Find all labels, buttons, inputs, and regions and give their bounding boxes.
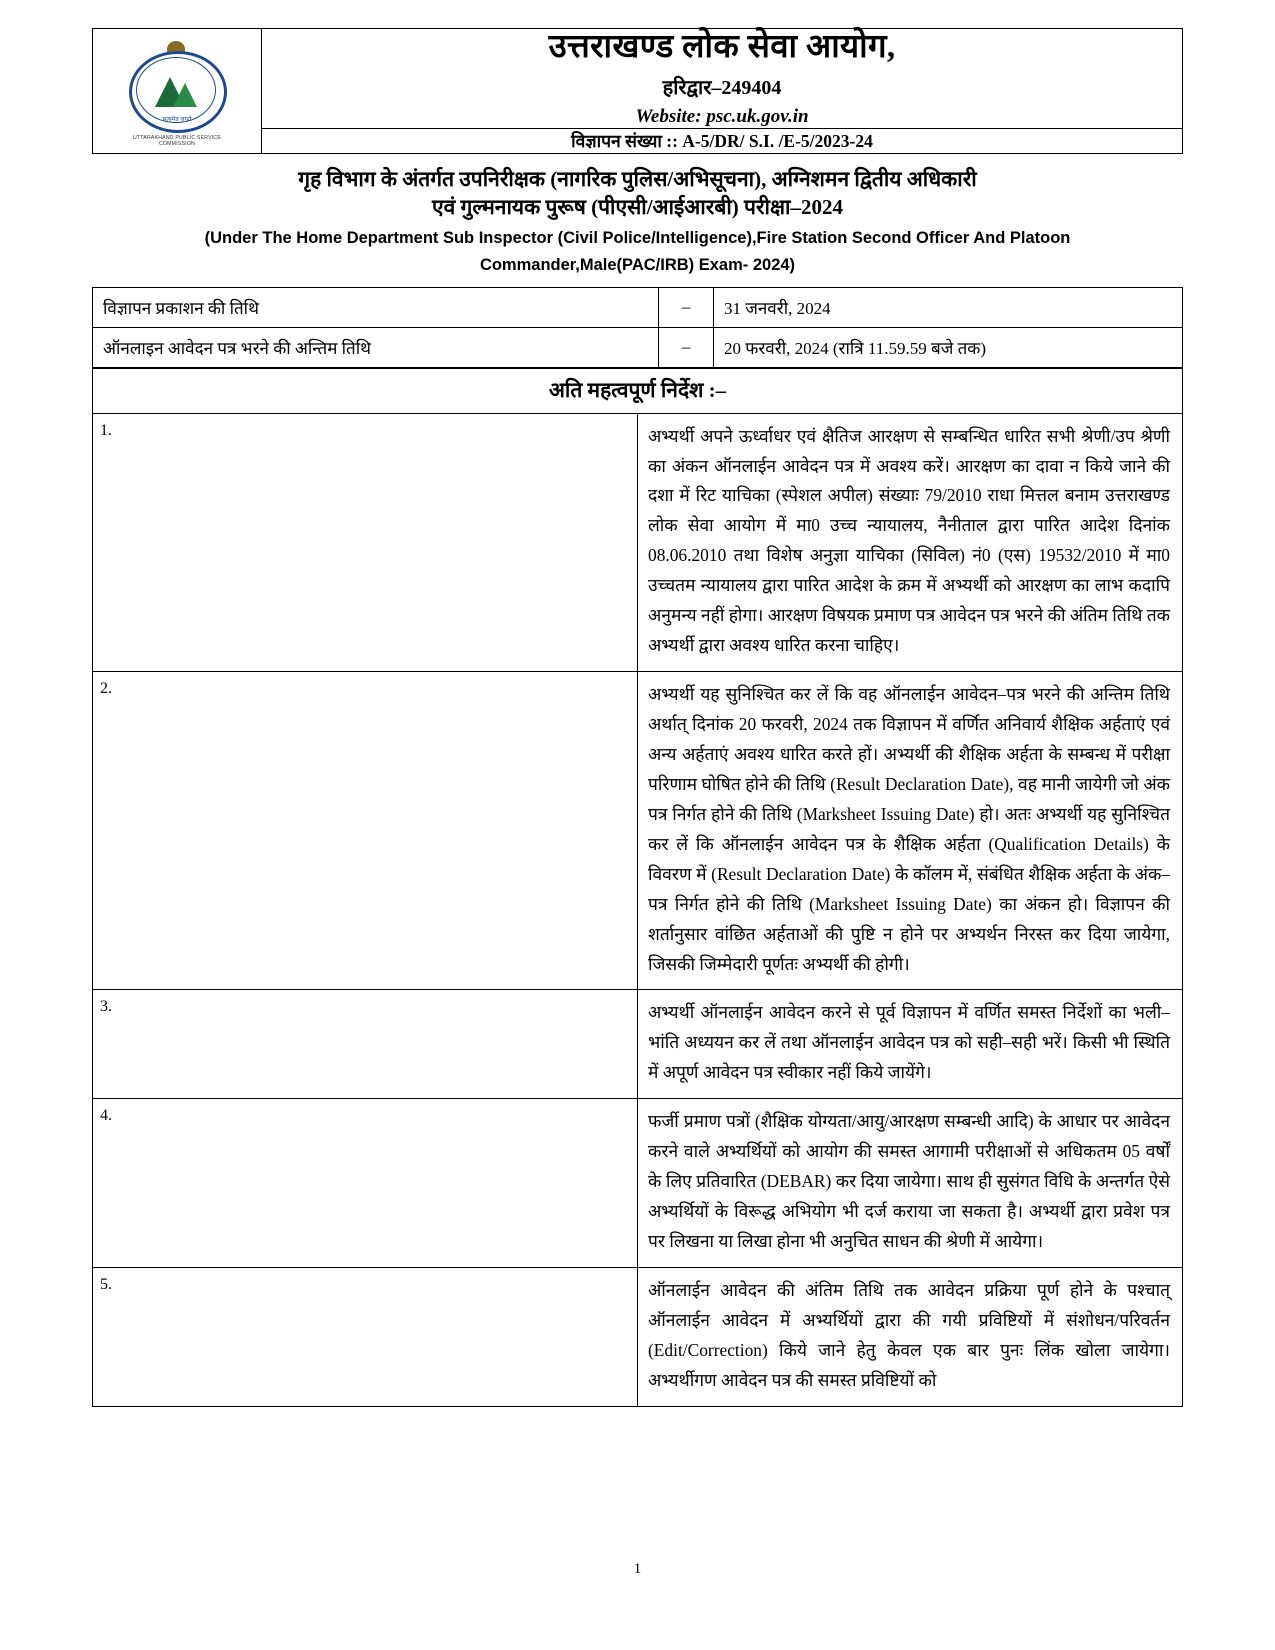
uttarakhand-psc-emblem-icon (123, 41, 231, 145)
last-date-label: ऑनलाइन आवेदन पत्र भरने की अन्तिम तिथि (93, 327, 659, 367)
emblem-caption: UTTARAKHAND PUBLIC SERVICE COMMISSION (132, 135, 222, 147)
instruction-number: 3. (93, 990, 638, 1099)
instruction-number: 4. (93, 1099, 638, 1268)
important-dates-table (92, 287, 1183, 368)
exam-heading (92, 165, 1183, 277)
instruction-text: अभ्यर्थी अपने ऊर्ध्वाधर एवं क्षैतिज आरक्षण से सम्बन्धित धारित सभी श्रेणी/उप श्रेणी का अंकन ऑनलाईन आवेदन पत्र में अवश्य करें। आरक्षण का दावा न किये जाने की दशा में रिट याचिका (स्पेशल अपील) संख्याः 79/2010 राधा मित्तल बनाम उत्तराखण्ड लोक सेवा आयोग में मा0 उच्च न्यायालय, नैनीताल द्वारा पारित आदेश दिनांक 08.06.2010 तथा विशेष अनुज्ञा याचिका (सिविल) नं0 (एस) 19532/2010 में मा0 उच्चतम न्यायालय द्वारा पारित आदेश के क्रम में अभ्यर्थी को आरक्षण का लाभ कदापि अनुमन्य नहीं होगा। आरक्षण विषयक प्रमाण पत्र आवेदन पत्र भरने की अंतिम तिथि तक अभ्यर्थी द्वारा अवश्य धारित करना चाहिए। (638, 413, 1183, 672)
exam-title-hi-line2: एवं गुल्मनायक पुरूष (पीएसी/आईआरबी) परीक्षा–2024 (432, 195, 843, 220)
header-table (92, 28, 1183, 154)
instruction-number: 1. (93, 413, 638, 672)
instructions-heading-row (93, 368, 1183, 413)
last-date-dash: – (659, 327, 714, 367)
organisation-address: हरिद्वार–249404 (662, 76, 782, 99)
publication-date-label: विज्ञापन प्रकाशन की तिथि (93, 287, 659, 327)
instruction-number: 5. (93, 1267, 638, 1406)
organisation-website: Website: psc.uk.gov.in (635, 105, 809, 127)
instruction-number: 2. (93, 672, 638, 990)
instruction-text: फर्जी प्रमाण पत्रों (शैक्षिक योग्यता/आयु/आरक्षण सम्बन्धी आदि) के आधार पर आवेदन करने वाले अभ्यर्थियों को आयोग की समस्त आगामी परीक्षाओं से अधिकतम 05 वर्षों के लिए प्रतिवारित (DEBAR) कर दिया जायेगा। साथ ही सुसंगत विधि के अन्तर्गत ऐसे अभ्यर्थियों के विरूद्ध अभियोग भी दर्ज कराया जा सकता है। अभ्यर्थी द्वारा प्रवेश पत्र पर लिखना या लिखा होना भी अनुचित साधन की श्रेणी में आयेगा। (638, 1099, 1183, 1268)
table-row (93, 327, 1183, 367)
emblem-motto: सत्यमेव जयते (162, 117, 192, 123)
page-number: 1 (633, 1561, 642, 1577)
exam-title-en-line1: (Under The Home Department Sub Inspector (Civil Police/Intelligence),Fire Station Second Officer And Platoon (204, 228, 1071, 247)
exam-title-hi-line1: गृह विभाग के अंतर्गत उपनिरीक्षक (नागरिक पुलिस/अभिसूचना), अग्निशमन द्वितीय अधिकारी (298, 167, 977, 191)
commission-emblem-cell (93, 29, 262, 154)
organisation-title-cell (262, 29, 1183, 129)
publication-date-value: 31 जनवरी, 2024 (714, 287, 1183, 327)
table-row (93, 990, 1183, 1099)
table-row (93, 413, 1183, 672)
instruction-text: अभ्यर्थी यह सुनिश्चित कर लें कि वह ऑनलाईन आवेदन–पत्र भरने की अन्तिम तिथि अर्थात् दिनांक 20 फरवरी, 2024 तक विज्ञापन में वर्णित अनिवार्य शैक्षिक अर्हताएं एवं अन्य अर्हताएं अवश्य धारित करते हों। अभ्यर्थी की शैक्षिक अर्हता के सम्बन्ध में परीक्षा परिणाम घोषित होने की तिथि (Result Declaration Date), वह मानी जायेगी जो अंक पत्र निर्गत होने की तिथि (Marksheet Issuing Date) हो। अतः अभ्यर्थी यह सुनिश्चित कर लें कि ऑनलाईन आवेदन पत्र के शैक्षिक अर्हता (Qualification Details) के विवरण में (Result Declaration Date) के कॉलम में, संबंधित शैक्षिक अर्हता के अंक–पत्र निर्गत होने की तिथि (Marksheet Issuing Date) का अंकन हो। विज्ञापन की शर्तानुसार वांछित अर्हताओं की पुष्टि न होने पर अभ्यर्थन निरस्त कर दिया जायेगा, जिसकी जिम्मेदारी पूर्णतः अभ्यर्थी की होगी। (638, 672, 1183, 990)
table-row (93, 1267, 1183, 1406)
publication-date-dash: – (659, 287, 714, 327)
instructions-table (92, 368, 1183, 1407)
exam-title-en-line2: Commander,Male(PAC/IRB) Exam- 2024) (479, 256, 796, 275)
advertisement-number: विज्ञापन संख्या :: A-5/DR/ S.I. /E-5/2023-24 (262, 128, 1183, 153)
table-row (93, 1099, 1183, 1268)
organisation-name: उत्तराखण्ड लोक सेवा आयोग, (548, 29, 896, 66)
table-row (93, 287, 1183, 327)
instruction-text: अभ्यर्थी ऑनलाईन आवेदन करने से पूर्व विज्ञापन में वर्णित समस्त निर्देशों का भली–भांति अध्ययन कर लें तथा ऑनलाईन आवेदन पत्र को सही–सही भरें। किसी भी स्थिति में अपूर्ण आवेदन पत्र स्वीकार नहीं किये जायेंगे। (638, 990, 1183, 1099)
instructions-heading: अति महत्वपूर्ण निर्देश :– (93, 368, 1183, 413)
instruction-text: ऑनलाईन आवेदन की अंतिम तिथि तक आवेदन प्रक्रिया पूर्ण होने के पश्चात् ऑनलाईन आवेदन में अभ्यर्थियों द्वारा की गयी प्रविष्टियों में संशोधन/परिवर्तन (Edit/Correction) किये जाने हेतु केवल एक बार पुनः लिंक खोला जायेगा। अभ्यर्थीगण आवेदन पत्र की समस्त प्रविष्टियों को (638, 1267, 1183, 1406)
table-row (93, 672, 1183, 990)
last-date-value: 20 फरवरी, 2024 (रात्रि 11.59.59 बजे तक) (714, 327, 1183, 367)
